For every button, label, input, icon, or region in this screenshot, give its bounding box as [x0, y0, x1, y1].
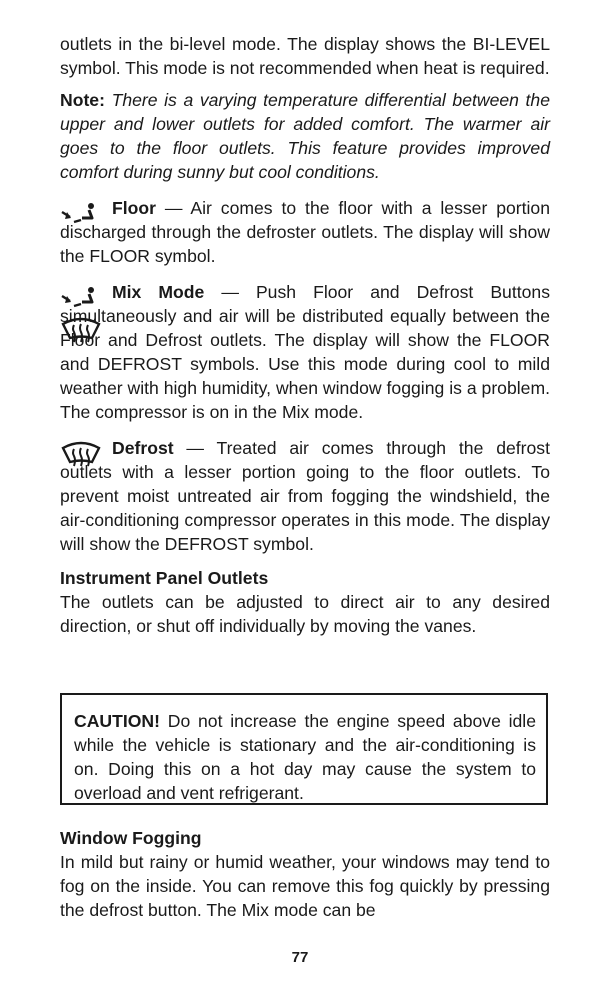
defrost-icon [60, 438, 102, 468]
defrost-paragraph [60, 436, 550, 556]
caution-text: Do not increase the engine speed above idle while the vehicle is stationary and the air-conditioning is on. Doing this on a hot day may cause the system to overload and vent refrigerant. [74, 711, 536, 803]
window-fogging-heading: Window Fogging [60, 828, 202, 848]
floor-text: — Air comes to the floor with a lesser portion discharged through the defroster outlets. The display will show the FLOOR symbol. [60, 198, 550, 266]
defrost-mode-section [60, 436, 550, 556]
note-paragraph [60, 88, 550, 184]
caution-paragraph [74, 709, 536, 805]
mix-label: Mix Mode [112, 282, 205, 302]
window-fogging-section [60, 826, 550, 922]
window-fogging-paragraph: In mild but rainy or humid weather, your windows may tend to fog on the inside. You can remove this fog quickly by pressing the defrost button. The Mix mode can be [60, 852, 550, 920]
caution-box [60, 693, 548, 805]
caution-label: CAUTION! [74, 711, 161, 731]
defrost-label: Defrost [112, 438, 174, 458]
defrost-icon [60, 314, 102, 344]
mix-mode-section [60, 280, 550, 424]
note-label: Note: [60, 90, 105, 110]
note-text: There is a varying temperature differential between the upper and lower outlets for added comfort. The warmer air goes to the floor outlets. This feature provides improved comfort during sunny but cool conditions. [60, 90, 550, 182]
floor-paragraph [60, 196, 550, 268]
defrost-text: — Treated air comes through the defrost outlets with a lesser portion going to the floor outlets. To prevent moist untreated air from fogging the windshield, the air-conditioning compressor operates in this mode. The display will show the DEFROST symbol. [60, 438, 550, 554]
mix-text: — Push Floor and Defrost Buttons simultaneously and air will be distributed equally between the Floor and Defrost outlets. The display will show the FLOOR and DEFROST symbols. Use this mode during cool to mild weather with high humidity, when window fogging is a problem. The compressor is on in the Mix mode. [60, 282, 550, 422]
floor-label: Floor [112, 198, 156, 218]
intro-paragraph: outlets in the bi-level mode. The display shows the BI-LEVEL symbol. This mode is not recommended when heat is required. [60, 34, 550, 78]
panel-outlets-heading: Instrument Panel Outlets [60, 568, 269, 588]
mix-paragraph [60, 280, 550, 424]
page-number: 77 [291, 949, 309, 966]
main-column [60, 32, 550, 638]
floor-airflow-icon [60, 284, 100, 310]
panel-outlets-paragraph: The outlets can be adjusted to direct air to any desired direction, or shut off individually by moving the vanes. [60, 592, 550, 636]
floor-mode-section [60, 196, 550, 268]
floor-airflow-icon [60, 200, 100, 226]
